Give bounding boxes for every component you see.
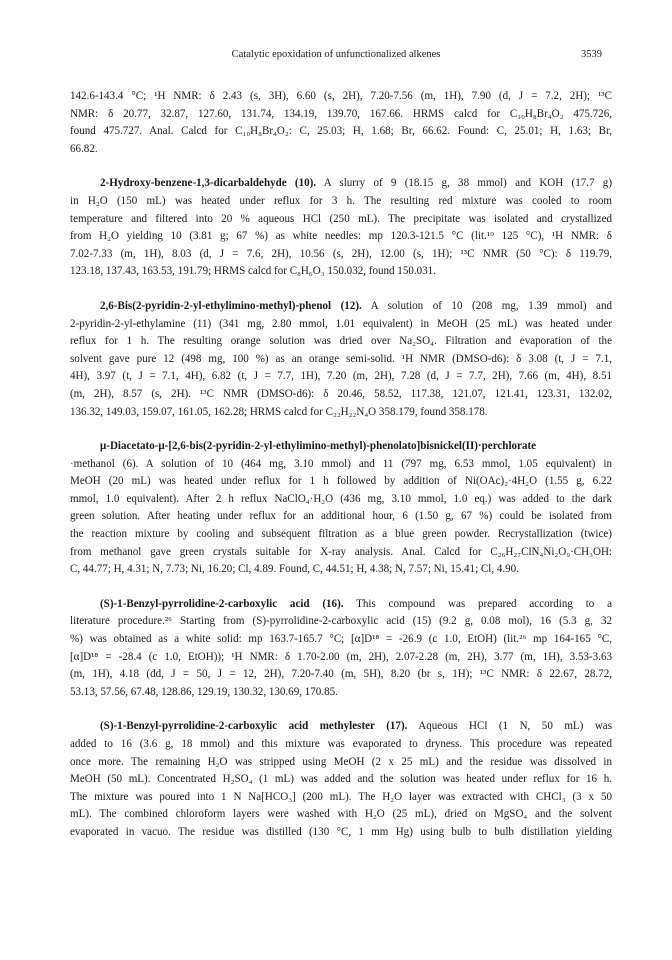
text-line: %) was obtained as a white solid: mp 163.7-165.7 °C; [α]D¹⁸ = -26.9 (c 1.0, EtOH) (lit.²⁶ mp 164-165 °C, bbox=[70, 633, 612, 646]
text-line: ·methanol (6). A solution of 10 (464 mg, 3.10 mmol) and 11 (797 mg, 6.53 mmol, 1.05 equivalent) in bbox=[70, 457, 612, 470]
paragraph-continuation bbox=[70, 88, 612, 158]
text-line: evaporated in vacuo. The residue was distilled (130 °C, 1 mm Hg) using bulb to bulb distillation yielding bbox=[70, 825, 612, 838]
text-line: [α]D¹⁸ = -28.4 (c 1.0, EtOH)); ¹H NMR: δ 1.70-2.00 (m, 2H), 2.07-2.28 (m, 2H), 3.77 (m, 1H), 3.53-3.63 bbox=[70, 650, 612, 663]
compound-title: 2,6-Bis(2-pyridin-2-yl-ethylimino-methyl)-phenol (12). bbox=[100, 299, 362, 312]
text-line: reflux for 1 h. The resulting orange solution was dried over Na₂SO₄. Filtration and evaporation of the bbox=[70, 335, 612, 348]
text-line: from H₂O yielding 10 (3.81 g; 67 %) as white needles: mp 120.3-121.5 °C (lit.¹⁹ 125 °C), ¹H NMR: δ bbox=[70, 230, 612, 243]
text-line: added to 16 (3.6 g, 18 mmol) and this mixture was evaporated to dryness. This procedure was repeated bbox=[70, 738, 612, 750]
text-line-with-title bbox=[70, 175, 612, 193]
text-line: MeOH (50 mL). Concentrated H₂SO₄ (1 mL) was added and the solution was heated under reflux for 16 h. bbox=[70, 773, 612, 786]
text-line: 4H), 3.97 (t, J = 7.1, 4H), 6.82 (t, J = 7.7, 1H), 7.20 (m, 2H), 7.28 (d, J = 7.7, 2H), 7.66 (m, 4H), 8.51 bbox=[70, 370, 612, 383]
text-line: mL). The combined chloroform layers were washed with H₂O (25 mL), dried on MgSO₄ and the solvent bbox=[70, 808, 612, 821]
paragraph-compound-12 bbox=[70, 298, 612, 421]
text-line: 7.02-7.33 (m, 1H), 8.03 (d, J = 7.6, 2H), 10.56 (s, 2H), 12.00 (s, 1H); ¹³C NMR (50 °C): δ 119.79, bbox=[70, 247, 612, 260]
text-run: Aqueous HCl (1 N, 50 mL) was bbox=[407, 720, 612, 733]
text-line: 66.82. bbox=[70, 142, 98, 155]
text-line: (m, 1H), 4.18 (dd, J = 50, J = 12, 2H), 7.20-7.40 (m, 5H), 8.20 (br s, 1H); ¹³C NMR: δ 22.67, 28.72, bbox=[70, 668, 612, 681]
text-line: solvent gave pure 12 (498 mg, 100 %) as an orange semi-solid. ¹H NMR (DMSO-d6): δ 3.08 (t, J = 7.1, bbox=[70, 352, 612, 365]
compound-title: 2-Hydroxy-benzene-1,3-dicarbaldehyde (10). bbox=[100, 177, 317, 190]
running-head bbox=[70, 48, 602, 62]
running-title: Catalytic epoxidation of unfunctionalized alkenes bbox=[231, 49, 441, 60]
article-body bbox=[70, 88, 612, 859]
compound-title: (S)-1-Benzyl-pyrrolidine-2-carboxylic acid (16). bbox=[100, 597, 344, 610]
text-line: green solution. After heating under reflux for an additional hour, 6 (1.50 g, 67 %) could be isolated from bbox=[70, 510, 612, 523]
text-line: 53.13, 57.56, 67.48, 128.86, 129.19, 130.32, 130.69, 170.85. bbox=[70, 685, 338, 698]
text-line: the reaction mixture by cooling and subsequent filtration as a blue green powder. Recrystallization (twice) bbox=[70, 528, 612, 541]
text-line: 2-pyridin-2-yl-ethylamine (11) (341 mg, 2.80 mmol, 1.01 equivalent) in MeOH (25 mL) was heated under bbox=[70, 317, 612, 330]
text-run: A slurry of 9 (18.15 g, 38 mmol) and KOH (17.7 g) bbox=[316, 177, 612, 190]
paragraph-compound-17 bbox=[70, 718, 612, 841]
paragraph-compound-10 bbox=[70, 175, 612, 281]
text-line: MeOH (20 mL) was heated under reflux for 1 h followed by addition of Ni(OAc)₂·4H₂O (1.55 g, 6.22 bbox=[70, 475, 612, 488]
page-number: 3539 bbox=[581, 49, 602, 60]
text-line: The mixture was poured into 1 N Na[HCO₃] (200 mL). The H₂O layer was extracted with CHCl₃ (3 x 50 bbox=[70, 790, 612, 803]
text-line: mmol, 1.0 equivalent). After 2 h reflux NaClO₄·H₂O (436 mg, 3.10 mmol, 1.0 eq.) was added to the dark bbox=[70, 492, 612, 505]
text-line: 142.6-143.4 °C; ¹H NMR: δ 2.43 (s, 3H), 6.60 (s, 2H), 7.20-7.56 (m, 1H), 7.90 (d, J = 7.2, 2H); ¹³C bbox=[70, 90, 612, 102]
compound-title: μ-Diacetato-μ-[2,6-bis(2-pyridin-2-yl-ethylimino-methyl)-phenolato]bisnickel(II)·perchlorate bbox=[100, 440, 537, 453]
text-line: C, 44.77; H, 4.31; N, 7.73; Ni, 16.20; Cl, 4.89. Found, C, 44.51; H, 4.38; N, 7.57; Ni, 15.41; Cl, 4.90. bbox=[70, 563, 519, 576]
text-line: NMR: δ 20.77, 32.87, 127.60, 131.74, 134.19, 139.70, 167.66. HRMS calcd for C₁₀H₈Br₄O₂ 475.726, bbox=[70, 107, 612, 120]
text-line-with-title bbox=[70, 596, 612, 614]
text-line: 123.18, 137.43, 163.53, 191.79; HRMS calcd for C₈H₆O₃ 150.032, found 150.031. bbox=[70, 265, 436, 278]
text-line: 136.32, 149.03, 159.07, 161.05, 162.28; HRMS calcd for C₂₂H₂₂N₄O 358.179, found 358.178. bbox=[70, 405, 488, 418]
text-line: (m, 2H), 8.57 (s, 2H). ¹³C NMR (DMSO-d6): δ 20.46, 58.52, 117.38, 121.07, 121.41, 123.31, 132.02, bbox=[70, 387, 612, 400]
text-line: in H₂O (150 mL) was heated under reflux for 3 h. The resulting red mixture was cooled to room bbox=[70, 194, 612, 207]
compound-title: (S)-1-Benzyl-pyrrolidine-2-carboxylic acid methylester (17). bbox=[100, 720, 408, 733]
text-line: once more. The remaining H₂O was stripped using MeOH (2 x 25 mL) and the residue was dissolved in bbox=[70, 755, 612, 768]
paragraph-compound-16 bbox=[70, 596, 612, 702]
text-line-with-title bbox=[70, 718, 612, 736]
text-run: A solution of 10 (208 mg, 1.39 mmol) and bbox=[361, 299, 612, 312]
text-line: temperature and filtered into 20 % aqueous HCl (250 mL). The precipitate was isolated and crystallized bbox=[70, 212, 612, 225]
paragraph-compound-6 bbox=[70, 438, 612, 579]
text-line: from methanol gave green crystals suitable for X-ray analysis. Anal. Calcd for C₂₆H₂₇ClN₄Ni₂O₉·CH₃OH: bbox=[70, 545, 612, 558]
text-line: literature procedure.²⁶ Starting from (S)-pyrrolidine-2-carboxylic acid (15) (9.2 g, 0.08 mol), 16 (5.3 g, 32 bbox=[70, 615, 612, 628]
text-run: This compound was prepared according to a bbox=[343, 597, 612, 610]
text-line: found 475.727. Anal. Calcd for C₁₀H₈Br₄O₂: C, 25.03; H, 1.68; Br, 66.62. Found: C, 25.01; H, 1.63; Br, bbox=[70, 125, 612, 138]
text-line-with-title bbox=[70, 298, 612, 316]
